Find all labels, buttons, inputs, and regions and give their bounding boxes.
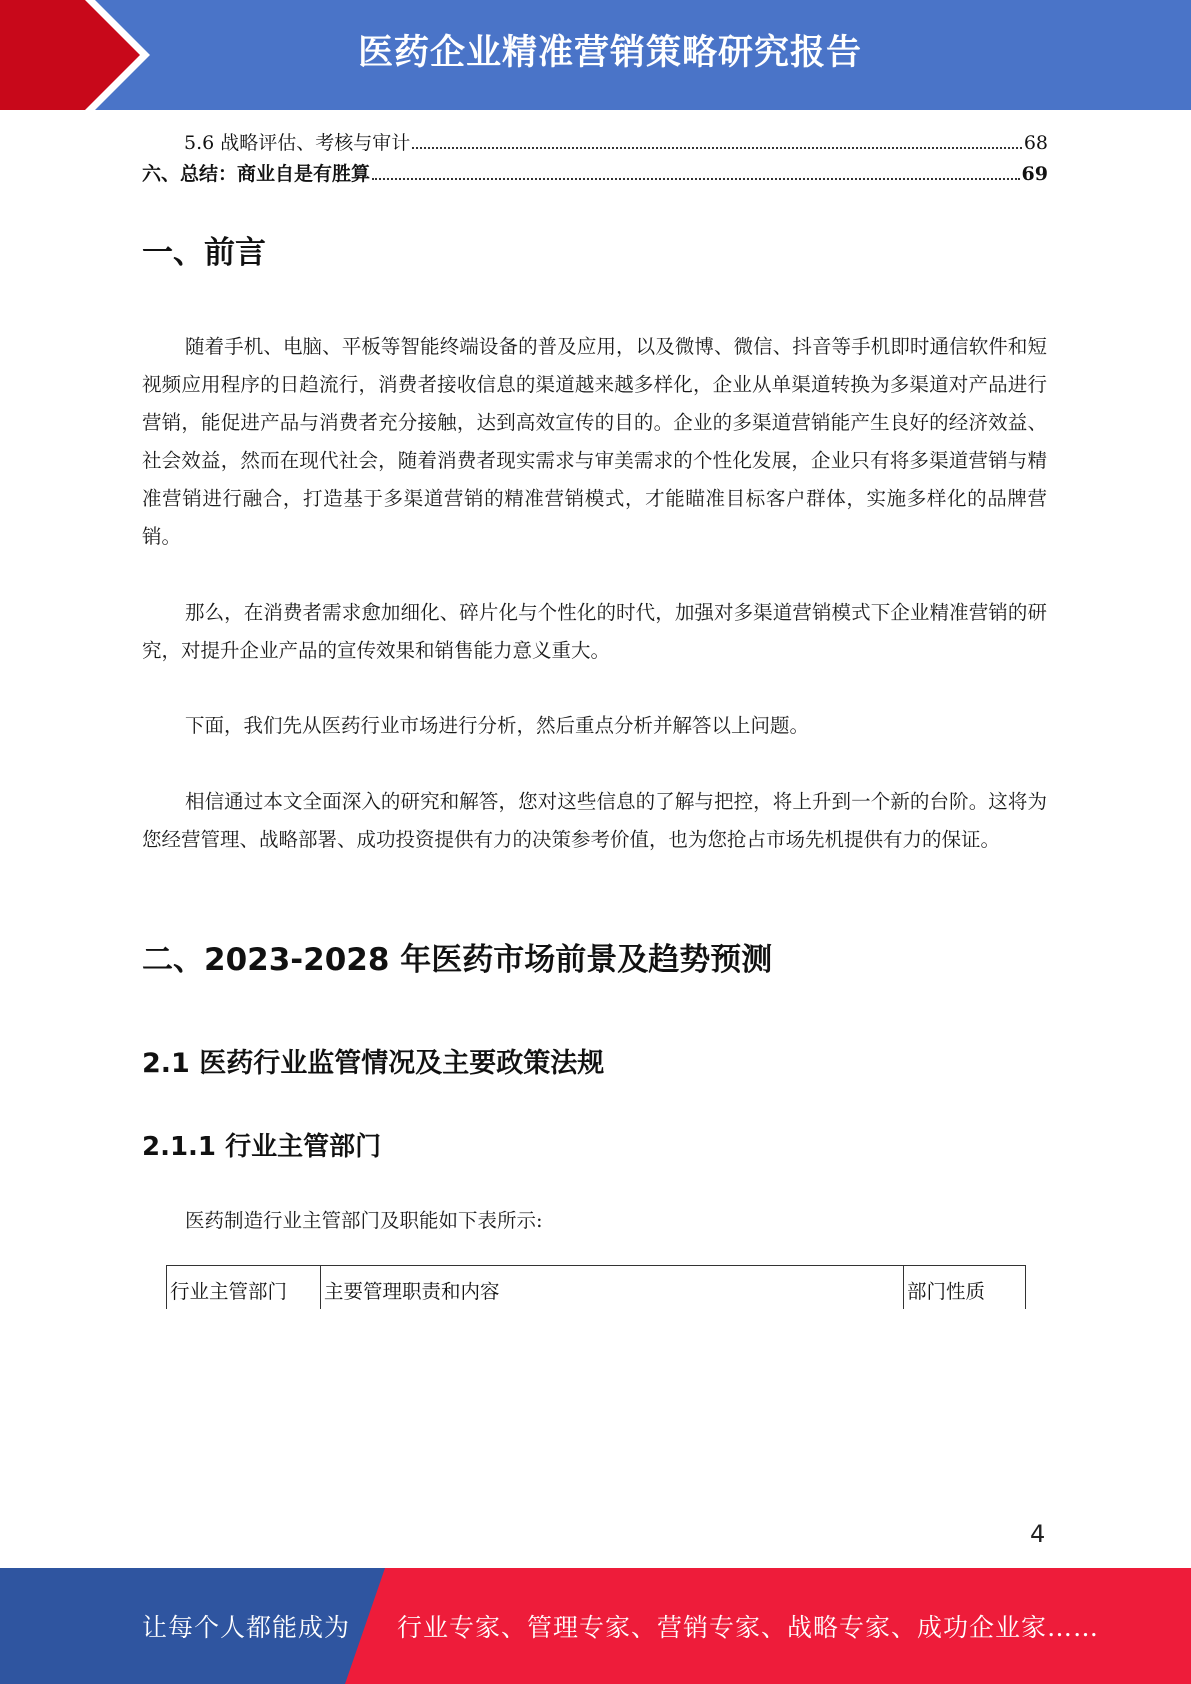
table-header-cell: 主要管理职责和内容 xyxy=(321,1266,904,1309)
header-arrow-icon xyxy=(0,0,160,110)
table-header-cell: 部门性质 xyxy=(907,1280,986,1303)
toc-item-label: 5.6 战略评估、考核与审计 xyxy=(184,132,411,154)
paragraph: 随着手机、电脑、平板等智能终端设备的普及应用，以及微博、微信、抖音等手机即时通信软件和短视频应用程序的日趋流行，消费者接收信息的渠道越来越多样化，企业从单渠道转换为多渠道对产品进行营销，能促进产品与消费者充分接触，达到高效宣传的目的。企业的多渠道营销能产生良好的经济效益、社会效益，然而在现代社会，随着消费者现实需求与审美需求的个性化发展，企业只有将多渠道营销与精准营销进行融合，打造基于多渠道营销的精准营销模式，才能瞄准目标客户群体，实施多样化的品牌营销。 xyxy=(142,335,1047,548)
table-header-cell: 行业主管部门 xyxy=(167,1266,321,1309)
paragraph: 那么，在消费者需求愈加细化、碎片化与个性化的时代，加强对多渠道营销模式下企业精准营销的研究，对提升企业产品的宣传效果和销售能力意义重大。 xyxy=(142,601,1047,662)
toc-item-page: 69 xyxy=(1021,163,1048,185)
toc-item[interactable] xyxy=(142,161,1048,187)
toc-item-page: 68 xyxy=(1023,132,1048,154)
page-number: 4 xyxy=(1030,1520,1046,1548)
toc-leader xyxy=(412,146,1022,149)
footer-band xyxy=(0,1568,1191,1684)
department-table xyxy=(166,1265,1026,1309)
heading-foreword: 一、前言 xyxy=(142,235,266,271)
heading-department: 2.1.1 行业主管部门 xyxy=(142,1132,382,1162)
paragraph: 相信通过本文全面深入的研究和解答，您对这些信息的了解与把控，将上升到一个新的台阶。这将为您经营管理、战略部署、成功投资提供有力的决策参考价值，也为您抢占市场先机提供有力的保证。 xyxy=(142,790,1047,851)
toc-leader xyxy=(372,177,1020,180)
footer-slogan-left: 让每个人都能成为 xyxy=(142,1613,351,1642)
footer-slogan-right: 行业专家、管理专家、营销专家、战略专家、成功企业家…… xyxy=(397,1613,1100,1642)
heading-regulation: 2.1 医药行业监管情况及主要政策法规 xyxy=(142,1048,605,1079)
toc-item-label: 六、总结：商业自是有胜算 xyxy=(142,163,371,185)
header-title: 医药企业精准营销策略研究报告 xyxy=(357,33,862,73)
paragraph: 下面，我们先从医药行业市场进行分析，然后重点分析并解答以上问题。 xyxy=(185,714,810,737)
header-band xyxy=(0,0,1191,110)
heading-market-outlook: 二、2023-2028 年医药市场前景及趋势预测 xyxy=(142,942,773,978)
toc-item[interactable] xyxy=(184,130,1048,156)
table-intro: 医药制造行业主管部门及职能如下表所示: xyxy=(185,1209,543,1232)
